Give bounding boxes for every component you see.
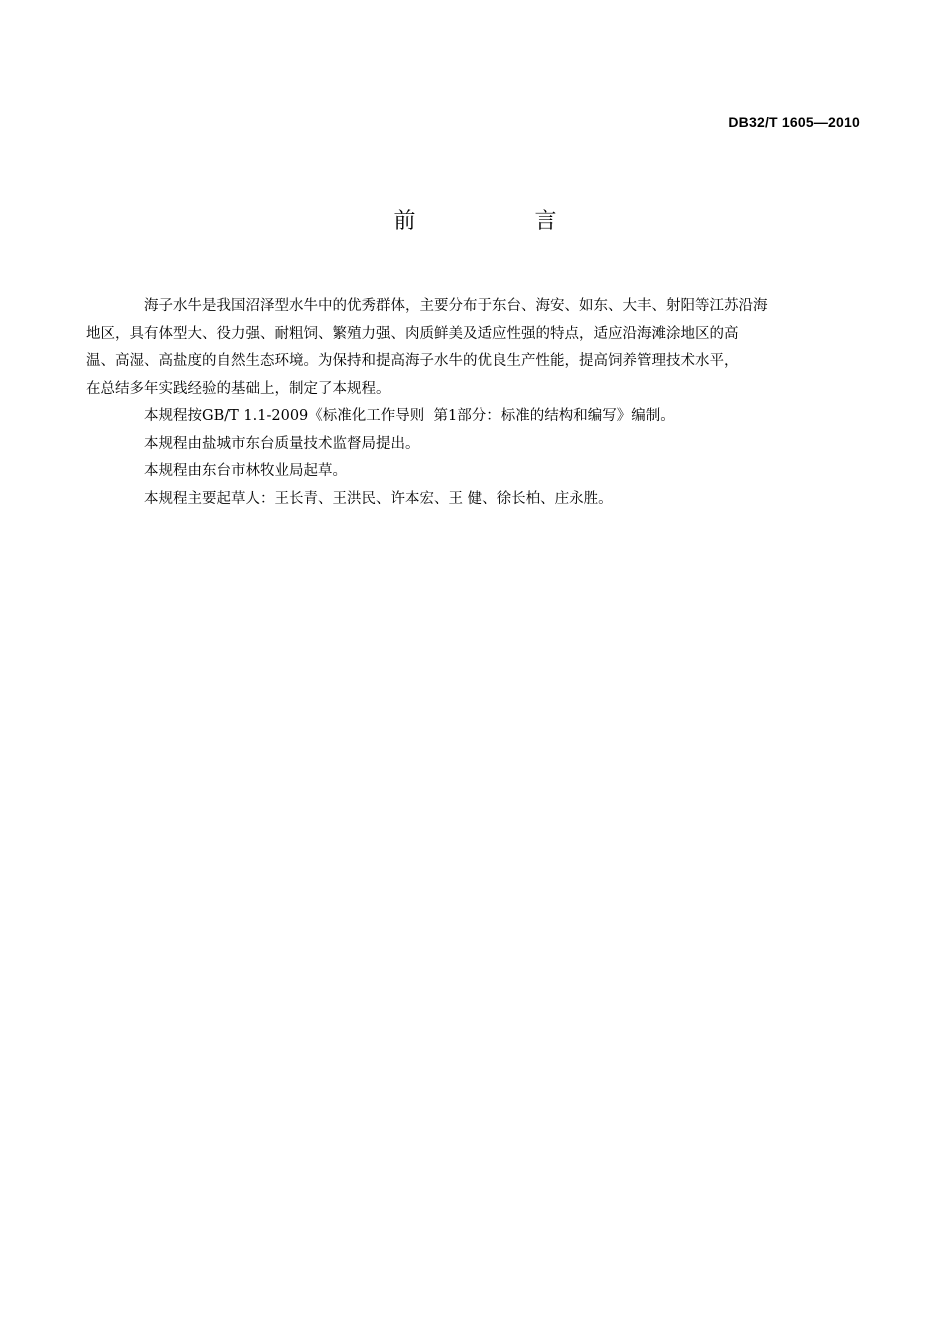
foreword-body [86, 293, 862, 513]
drafting-unit-paragraph: 本规程由东台市林牧业局起草。 [144, 463, 347, 479]
document-code: DB32/T 1605—2010 [728, 114, 860, 130]
standard-basis-paragraph: 本规程按GB/T 1.1-2009《标准化工作导则 第1部分：标准的结构和编写》编制。 [144, 408, 675, 424]
intro-line-2: 地区，具有体型大、役力强、耐粗饲、繁殖力强、肉质鲜美及适应性强的特点，适应沿海滩涂地区的高 [86, 325, 739, 342]
drafters-paragraph: 本规程主要起草人：王长青、王洪民、许本宏、王 健、徐长柏、庄永胜。 [144, 490, 613, 507]
intro-line-4: 在总结多年实践经验的基础上，制定了本规程。 [86, 380, 391, 397]
intro-line-3: 温、高湿、高盐度的自然生态环境。为保持和提高海子水牛的优良生产性能，提高饲养管理技术水平， [86, 353, 739, 369]
page-title: 前 言 [393, 209, 613, 234]
intro-line-1: 海子水牛是我国沼泽型水牛中的优秀群体，主要分布于东台、海安、如东、大丰、射阳等江苏沿海 [144, 298, 768, 314]
proposer-paragraph: 本规程由盐城市东台质量技术监督局提出。 [144, 435, 420, 452]
intro-paragraph [86, 293, 862, 403]
